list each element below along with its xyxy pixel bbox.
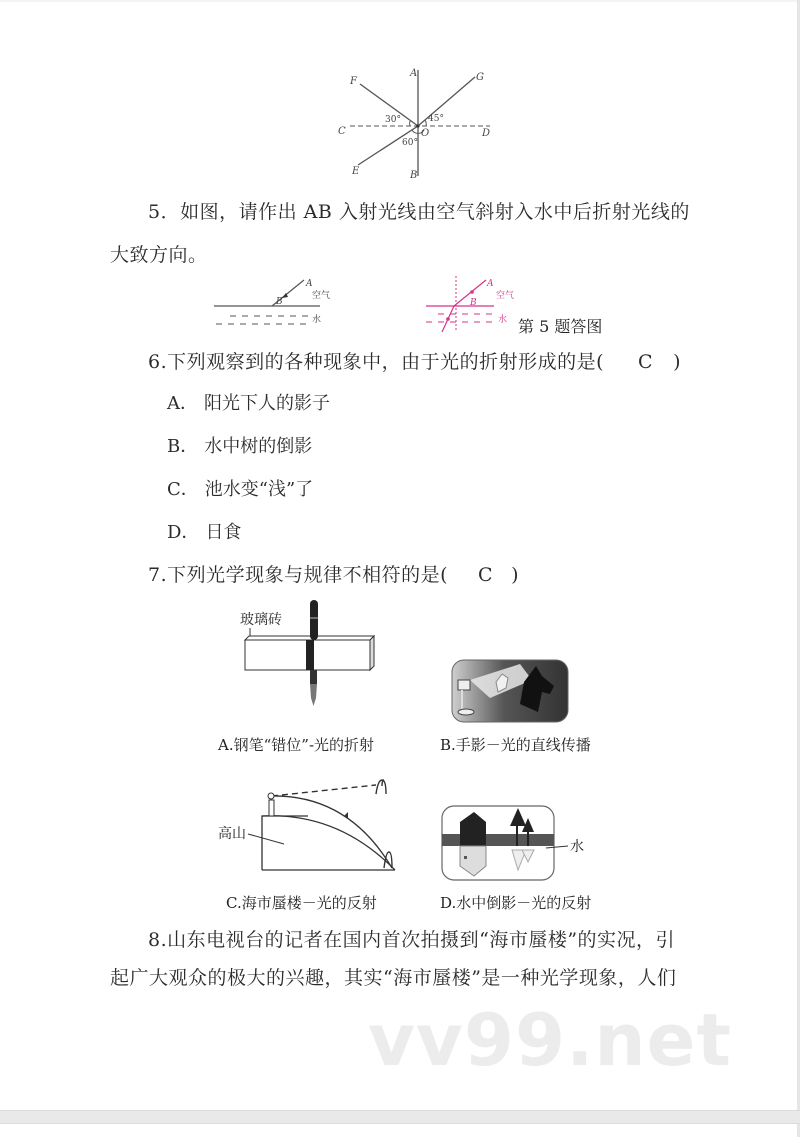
svg-text:A: A bbox=[410, 68, 418, 79]
q8-text-line2: 起广大观众的极大的兴趣，其实“海市蜃楼”是一种光学现象，人们 bbox=[110, 967, 677, 989]
svg-text:D: D bbox=[482, 128, 491, 139]
page-break-bar bbox=[0, 1110, 800, 1124]
svg-text:水: 水 bbox=[570, 839, 584, 855]
q7-question-text: 7.下列光学现象与规律不相符的是( bbox=[148, 564, 449, 586]
q7-panel-c-mirage-figure bbox=[218, 772, 398, 892]
q7-panel-d-reflection-figure bbox=[440, 804, 610, 884]
svg-text:C: C bbox=[338, 126, 346, 137]
q6-option-a: A． 阳光下人的影子 bbox=[167, 393, 330, 414]
svg-text:B: B bbox=[276, 297, 283, 307]
q7-answer: C bbox=[478, 564, 494, 586]
q5-question-figure bbox=[212, 276, 342, 332]
svg-text:F: F bbox=[350, 76, 357, 87]
q5-text-line2: 大致方向。 bbox=[110, 244, 208, 266]
svg-text:E: E bbox=[352, 166, 360, 177]
watermark: vv99.net bbox=[368, 998, 732, 1082]
page-top-edge bbox=[0, 0, 800, 2]
angle-figure bbox=[330, 64, 510, 184]
svg-text:高山: 高山 bbox=[218, 826, 246, 842]
svg-text:水: 水 bbox=[498, 315, 508, 325]
q7-panel-b-caption: B.手影－光的直线传播 bbox=[440, 736, 591, 754]
q5-answer-figure bbox=[424, 276, 524, 334]
q6-close-paren: ) bbox=[673, 351, 682, 373]
svg-text:45°: 45° bbox=[428, 114, 444, 124]
svg-text:A: A bbox=[306, 279, 313, 289]
q6-option-c: C． 池水变“浅”了 bbox=[167, 479, 314, 500]
svg-text:B: B bbox=[410, 170, 418, 181]
svg-text:60°: 60° bbox=[402, 138, 418, 148]
q6-question-text: 6.下列观察到的各种现象中，由于光的折射形成的是( bbox=[148, 351, 605, 373]
svg-text:水: 水 bbox=[312, 315, 322, 325]
q6-question bbox=[148, 350, 681, 374]
svg-text:30°: 30° bbox=[385, 115, 401, 125]
svg-text:B: B bbox=[470, 298, 477, 308]
svg-text:O: O bbox=[421, 128, 430, 139]
q6-answer: C bbox=[638, 351, 654, 373]
q7-question bbox=[148, 563, 519, 587]
q8-text-line1: 8.山东电视台的记者在国内首次拍摄到“海市蜃楼”的实况，引 bbox=[148, 929, 676, 951]
svg-text:A: A bbox=[487, 279, 494, 289]
q7-panel-b-hand-shadow-figure bbox=[450, 658, 570, 724]
q6-option-d: D． 日食 bbox=[167, 522, 242, 543]
svg-text:空气: 空气 bbox=[496, 291, 515, 301]
svg-text:空气: 空气 bbox=[312, 291, 331, 301]
q5-text-line1: 5．如图，请作出 AB 入射光线由空气斜射入水中后折射光线的 bbox=[148, 201, 690, 223]
q7-panel-d-caption: D.水中倒影－光的反射 bbox=[440, 894, 592, 912]
svg-text:玻璃砖: 玻璃砖 bbox=[240, 612, 282, 628]
q7-close-paren: ) bbox=[511, 564, 520, 586]
q5-answer-caption: 第 5 题答图 bbox=[518, 317, 603, 336]
q6-option-b: B． 水中树的倒影 bbox=[167, 436, 313, 457]
q7-panel-c-caption: C.海市蜃楼－光的反射 bbox=[226, 894, 377, 912]
svg-text:G: G bbox=[476, 72, 484, 83]
q7-panel-a-caption: A.钢笔“错位”-光的折射 bbox=[218, 736, 375, 754]
q7-panel-a-pen-figure bbox=[230, 596, 380, 726]
